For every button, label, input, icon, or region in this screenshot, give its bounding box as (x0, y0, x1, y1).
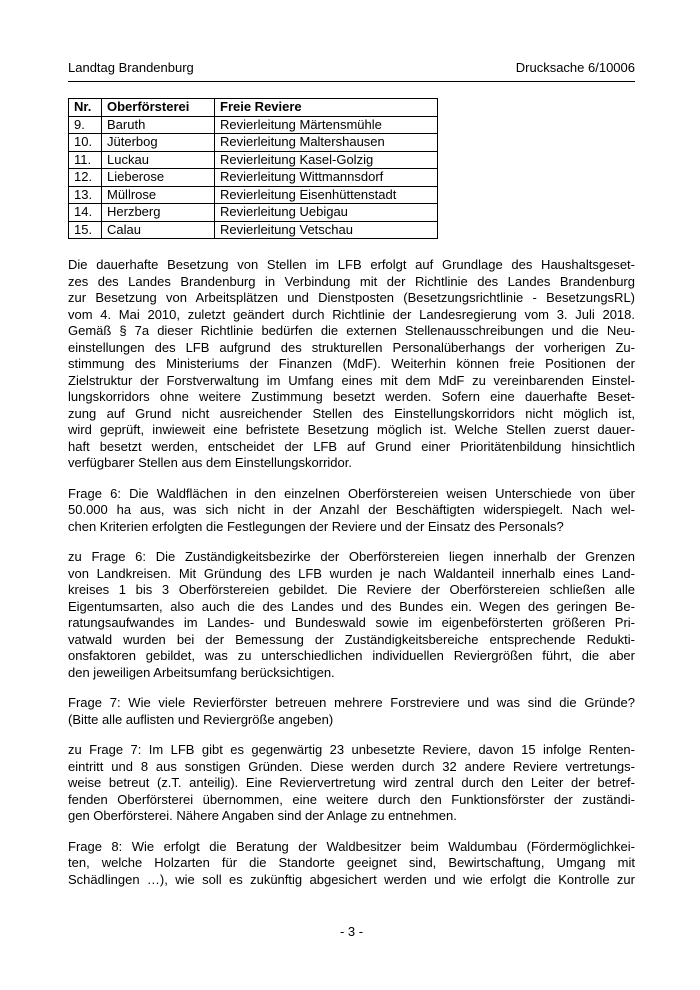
text-line: ratungsaufwandes im Landes- und Bundeswald sowie im eigenbeförsterten größeren Pri- (68, 615, 635, 630)
text-line: Frage 8: Wie erfolgt die Beratung der Waldbesitzer beim Waldumbau (Fördermöglichkei- (68, 838, 635, 854)
text-line: lungskorridors ohne weitere Zustimmung besetzt werden. Sofern eine dauerhafte Beset- (68, 389, 635, 404)
paragraph (68, 839, 635, 889)
text-line: Die dauerhafte Besetzung von Stellen im LFB erfolgt auf Grundlage des Haushaltsgeset- (68, 257, 635, 272)
text-line: chen Kriterien erfolgten die Festlegungen der Reviere und der Einsatz des Personals? (68, 518, 564, 534)
table-cell: 13. (69, 186, 102, 204)
column-header-nr: Nr. (69, 99, 102, 117)
table-row (69, 204, 438, 222)
text-line: gen Oberförsterei. Nähere Angaben sind der Anlage zu entnehmen. (68, 808, 457, 823)
table-cell: Revierleitung Vetschau (215, 221, 438, 239)
freie-reviere-table (68, 98, 438, 239)
paragraph (68, 549, 635, 681)
text-line: von Landkreisen. Mit Gründung des LFB wurden je nach Waldanteil innerhalb eines Land- (68, 565, 635, 581)
header-right-document-number: Drucksache 6/10006 (515, 60, 635, 75)
table-cell: Baruth (102, 116, 215, 134)
text-line: vom 4. Mai 2010, zuletzt geändert durch Richtlinie der Landesregierung vom 3. Juli 2018. (68, 306, 635, 322)
table-cell: Herzberg (102, 204, 215, 222)
text-line: zung auf Grund nicht ausreichender Stellen des Einstellungskorridors nicht möglich ist, (68, 405, 635, 421)
text-line: onsfaktoren gebildet, was zu unterschiedlichen individuellen Reviergrößen führt, die aber (68, 648, 635, 663)
text-line: verfügbarer Stellen aus dem Einstellungskorridor. (68, 455, 352, 470)
text-line: weise betreut (z.T. anteilig). Eine Reviervertretung wird zentral durch den Leiter der betref- (68, 775, 635, 790)
paragraph (68, 257, 635, 472)
table-cell: Revierleitung Kasel-Golzig (215, 151, 438, 169)
table-cell: 10. (69, 134, 102, 152)
table-row (69, 116, 438, 134)
table-cell: 11. (69, 151, 102, 169)
text-line: vatwald wurden bei der Bemessung der Zuständigkeitsbereiche entsprechende Redukti- (68, 631, 635, 647)
text-line: Frage 7: Wie viele Revierförster betreuen mehrere Forstreviere und was sind die Gründe? (68, 695, 635, 710)
table-row (69, 134, 438, 152)
text-line: zu Frage 7: Im LFB gibt es gegenwärtig 23 unbesetzte Reviere, davon 15 infolge Renten- (68, 742, 635, 757)
table-row (69, 151, 438, 169)
text-line: Frage 6: Die Waldflächen in den einzelnen Oberförstereien weisen Unterschiede von über (68, 485, 635, 501)
text-line: Gemäß § 7a dieser Richtlinie bedürfen die externen Stellenausschreibungen und die Neu- (68, 323, 635, 338)
document-body (68, 257, 635, 888)
table-body (69, 116, 438, 239)
text-line: ten, welche Holzarten für die Standorte geeignet sind, Bewirtschaftung, Umgang mit (68, 855, 635, 870)
table-row (69, 221, 438, 239)
text-line: den jeweiligen Arbeitsumfang berücksichtigen. (68, 664, 335, 680)
page-header (68, 60, 635, 82)
table-header-row (69, 99, 438, 117)
text-line: stimmung des Ministeriums der Finanzen (MdF). Weiterhin können freie Positionen der (68, 356, 635, 371)
text-line: zur Besetzung von Arbeitsplätzen und Dienstposten (Besetzungsrichtlinie - BesetzungsRL) (68, 290, 635, 305)
text-line: Schädlingen …), wie soll es zukünftig abgesichert werden und wie erfolgt die Kontrolle zur (68, 871, 635, 887)
table-cell: 15. (69, 221, 102, 239)
text-line: zu Frage 6: Die Zuständigkeitsbezirke der Oberförstereien liegen innerhalb der Grenzen (68, 549, 635, 564)
table-row (69, 169, 438, 187)
table-cell: 12. (69, 169, 102, 187)
text-line: Zielstruktur der Forstverwaltung im Umfang eines mit dem MdF zu vereinbarenden Einstel- (68, 372, 635, 388)
header-left-title: Landtag Brandenburg (68, 60, 194, 75)
table-cell: Revierleitung Maltershausen (215, 134, 438, 152)
table-cell: Lieberose (102, 169, 215, 187)
text-line: (Bitte alle auflisten und Reviergröße angeben) (68, 711, 334, 727)
text-line: 50.000 ha aus, was sich nicht in der Anzahl der Beschäftigten widerspiegelt. Nach wel- (68, 502, 635, 517)
paragraph (68, 695, 635, 728)
paragraph (68, 742, 635, 825)
table-cell: 9. (69, 116, 102, 134)
column-header-freie-reviere: Freie Reviere (215, 99, 438, 117)
page-number: - 3 - (339, 924, 364, 939)
table-row (69, 186, 438, 204)
table-cell: Revierleitung Uebigau (215, 204, 438, 222)
text-line: wird geprüft, inwieweit eine befristete Besetzung möglich ist. Welche Stellen zuerst dauer- (68, 422, 635, 437)
text-line: zes des Landes Brandenburg in Verbindung mit der Richtlinie des Landes Brandenburg (68, 273, 635, 289)
table-cell: Jüterbog (102, 134, 215, 152)
text-line: einstellungen des LFB aufgrund des strukturellen Personalüberhangs der vorherigen Zu- (68, 339, 635, 355)
paragraph (68, 486, 635, 536)
table-cell: Revierleitung Märtensmühle (215, 116, 438, 134)
table-cell: Calau (102, 221, 215, 239)
table-cell: 14. (69, 204, 102, 222)
table-cell: Revierleitung Wittmannsdorf (215, 169, 438, 187)
text-line: kreises 1 bis 3 Oberförstereien gebildet. Die Reviere der Oberförstereien schließen alle (68, 582, 635, 597)
text-line: Eigentumsarten, also auch die des Landes und des Bundes ein. Wegen des geringen Be- (68, 598, 635, 614)
table-cell: Revierleitung Eisenhüttenstadt (215, 186, 438, 204)
table-cell: Müllrose (102, 186, 215, 204)
text-line: fenden Oberförsterei übernommen, eine weitere durch den Funktionsförster der zuständi- (68, 791, 635, 807)
text-line: eintritt und 8 aus sonstigen Gründen. Diese werden durch 32 andere Reviere vertretungs- (68, 758, 635, 774)
text-line: haft besetzt werden, entscheidet der LFB auf Grund einer Prioritätenbildung hinsichtlich (68, 438, 635, 454)
table-cell: Luckau (102, 151, 215, 169)
column-header-oberfoersterei: Oberförsterei (102, 99, 215, 117)
